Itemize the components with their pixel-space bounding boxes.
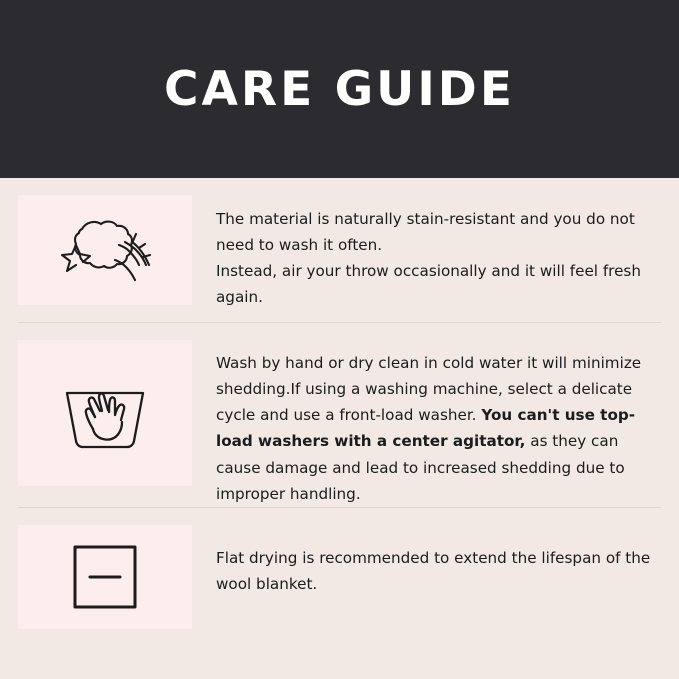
care-text-3-line-1: Flat drying is recommended to extend the lifespan of the wool blanket. bbox=[216, 548, 651, 593]
hand-wash-basin-icon bbox=[57, 371, 153, 455]
icon-card-3 bbox=[18, 525, 192, 629]
care-text-2-before: Wash by hand or dry clean in cold water it will minimize shedding.If using a washing machine, select a delicate cycle and use a front-load washer. bbox=[216, 354, 642, 425]
care-text-2 bbox=[192, 323, 661, 507]
page-title: CARE GUIDE bbox=[164, 61, 515, 117]
care-row-2 bbox=[18, 322, 661, 507]
care-text-1-line-2: Instead, air your throw occasionally and it will feel fresh again. bbox=[216, 262, 641, 307]
care-text-2-paragraph bbox=[216, 350, 655, 507]
icon-card-2 bbox=[18, 340, 192, 486]
hand-wiping-cloth-icon bbox=[46, 215, 164, 285]
care-text-1-line-1: The material is naturally stain-resistant and you do not need to wash it often. bbox=[216, 210, 635, 255]
care-text-2-after: as they can cause damage and lead to increased shedding due to improper handling. bbox=[216, 432, 625, 503]
care-row-1 bbox=[18, 178, 661, 322]
care-text-3 bbox=[192, 508, 661, 597]
header-band bbox=[0, 0, 679, 178]
care-text-1 bbox=[192, 178, 661, 311]
care-instructions-list bbox=[0, 178, 679, 679]
care-row-3 bbox=[18, 507, 661, 646]
flat-dry-square-icon bbox=[72, 544, 138, 610]
icon-card-1 bbox=[18, 195, 192, 305]
care-text-2-bold: You can't use top-load washers with a center agitator, bbox=[216, 406, 636, 451]
